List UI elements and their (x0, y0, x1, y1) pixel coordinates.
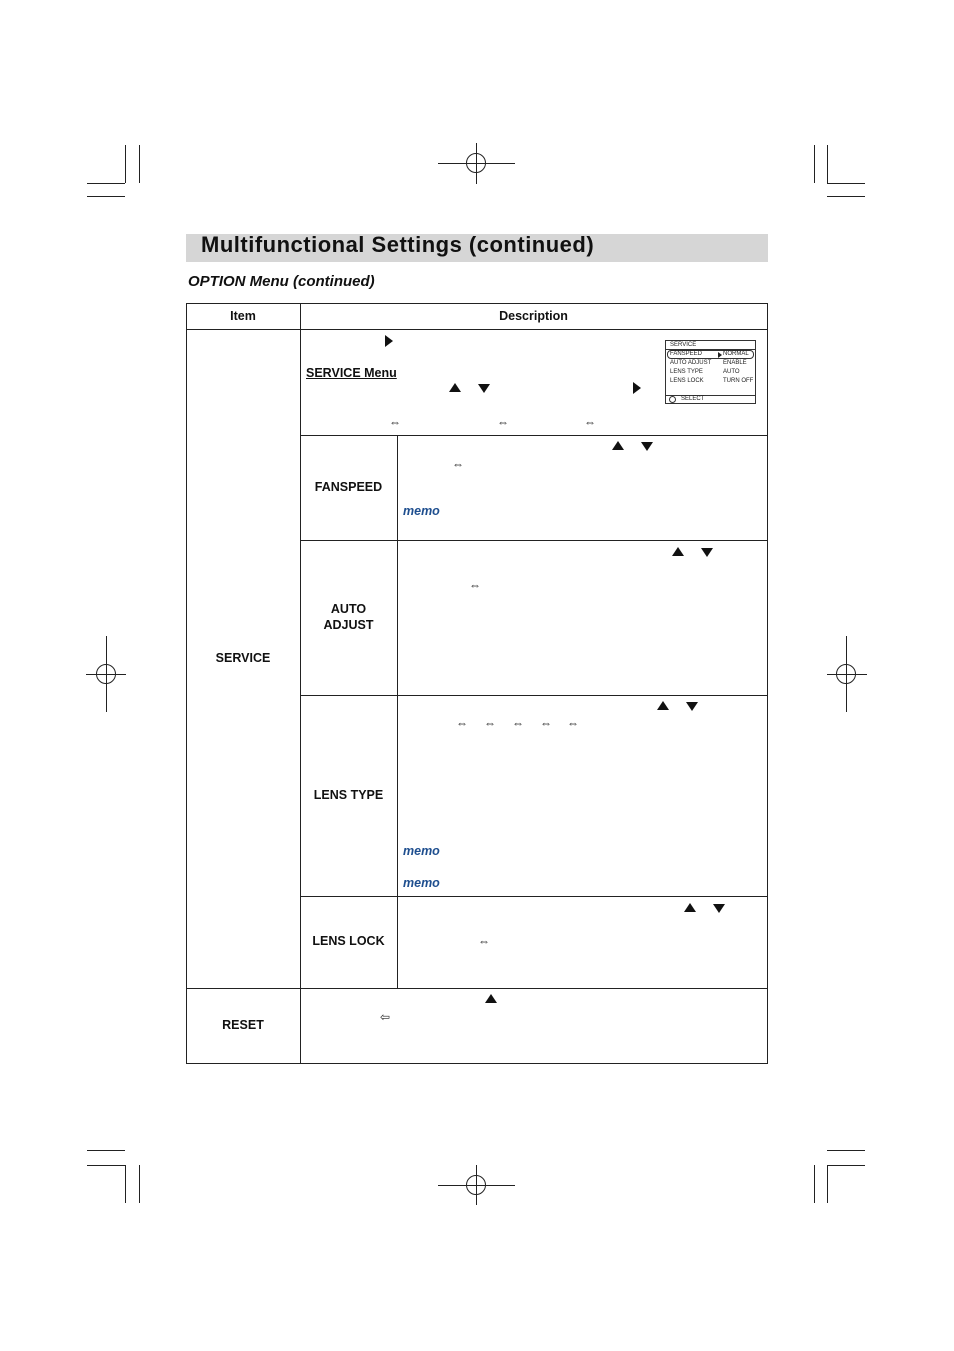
table-border (186, 1063, 768, 1064)
memo-label: memo (403, 504, 440, 518)
memo-label: memo (403, 876, 440, 890)
memo-label: memo (403, 844, 440, 858)
down-arrow-icon (641, 442, 653, 451)
item-lens-lock: LENS LOCK (312, 934, 385, 948)
section-subtitle: OPTION Menu (continued) (188, 273, 375, 290)
item-reset: RESET (222, 1018, 264, 1032)
crop-mark (827, 196, 865, 197)
right-arrow-icon (633, 382, 641, 394)
double-arrow-icon: ⇔ (389, 415, 401, 429)
down-arrow-icon (686, 702, 698, 711)
item-lens-type: LENS TYPE (313, 788, 384, 802)
service-menu-link: SERVICE Menu (306, 366, 397, 380)
select-dial-icon (669, 396, 676, 403)
osd-item-value: NORMAL (723, 351, 749, 357)
crop-mark (814, 145, 815, 183)
right-arrow-icon (385, 335, 393, 347)
table-border (186, 988, 768, 989)
table-border (300, 435, 767, 436)
osd-item-value: TURN OFF (723, 378, 754, 384)
registration-mark (96, 664, 116, 684)
osd-divider (666, 395, 755, 396)
osd-item-value: ENABLE (723, 360, 747, 366)
column-header-description: Description (499, 309, 568, 323)
double-arrow-icon: ⇔ (584, 415, 596, 429)
double-arrow-icon: ⇔ (497, 415, 509, 429)
crop-mark (827, 1150, 865, 1151)
registration-mark (466, 1175, 486, 1195)
item-auto-adjust-line2: ADJUST (323, 618, 374, 632)
crop-mark (87, 196, 125, 197)
item-service: SERVICE (215, 651, 271, 665)
crop-mark (87, 1150, 125, 1151)
osd-footer: SELECT (681, 396, 705, 402)
table-border (186, 303, 187, 1064)
column-header-item: Item (230, 309, 256, 323)
down-arrow-icon (701, 548, 713, 557)
osd-item-label: LENS TYPE (670, 369, 703, 375)
table-border (300, 695, 767, 696)
service-menu-osd (665, 340, 756, 404)
left-arrow-icon: ⇦ (380, 1010, 391, 1024)
page-title: Multifunctional Settings (continued) (201, 232, 595, 257)
osd-title: SERVICE (670, 342, 697, 348)
crop-mark (87, 183, 125, 184)
down-arrow-icon (713, 904, 725, 913)
table-border (397, 435, 398, 988)
up-arrow-icon (485, 994, 497, 1003)
table-border (767, 303, 768, 1064)
crop-mark (87, 1165, 125, 1166)
crop-mark (814, 1165, 815, 1203)
osd-item-label: FANSPEED (670, 351, 703, 357)
double-arrow-icon: ⇔ (484, 716, 496, 730)
crop-mark (139, 145, 140, 183)
double-arrow-icon: ⇔ (540, 716, 552, 730)
up-arrow-icon (449, 383, 461, 392)
osd-item-value: AUTO (723, 369, 740, 375)
item-fanspeed: FANSPEED (314, 480, 383, 494)
crop-mark (827, 183, 865, 184)
table-border (300, 896, 767, 897)
double-arrow-icon: ⇔ (452, 457, 464, 471)
double-arrow-icon: ⇔ (469, 578, 481, 592)
item-auto-adjust-line1: AUTO (330, 602, 367, 616)
registration-mark (466, 153, 486, 173)
table-border (300, 540, 767, 541)
up-arrow-icon (684, 903, 696, 912)
table-border (300, 303, 301, 1064)
double-arrow-icon: ⇔ (512, 716, 524, 730)
double-arrow-icon: ⇔ (567, 716, 579, 730)
registration-mark (836, 664, 856, 684)
osd-pointer-icon (718, 352, 722, 358)
crop-mark (827, 1165, 865, 1166)
up-arrow-icon (672, 547, 684, 556)
crop-mark (827, 1165, 828, 1203)
double-arrow-icon: ⇔ (478, 934, 490, 948)
crop-mark (139, 1165, 140, 1203)
osd-item-label: LENS LOCK (670, 378, 704, 384)
crop-mark (125, 1165, 126, 1203)
up-arrow-icon (612, 441, 624, 450)
table-border (186, 329, 768, 330)
crop-mark (125, 145, 126, 183)
up-arrow-icon (657, 701, 669, 710)
item-auto-adjust (300, 601, 397, 633)
down-arrow-icon (478, 384, 490, 393)
table-border (186, 303, 768, 304)
crop-mark (827, 145, 828, 183)
osd-item-label: AUTO ADJUST (670, 360, 712, 366)
double-arrow-icon: ⇔ (456, 716, 468, 730)
